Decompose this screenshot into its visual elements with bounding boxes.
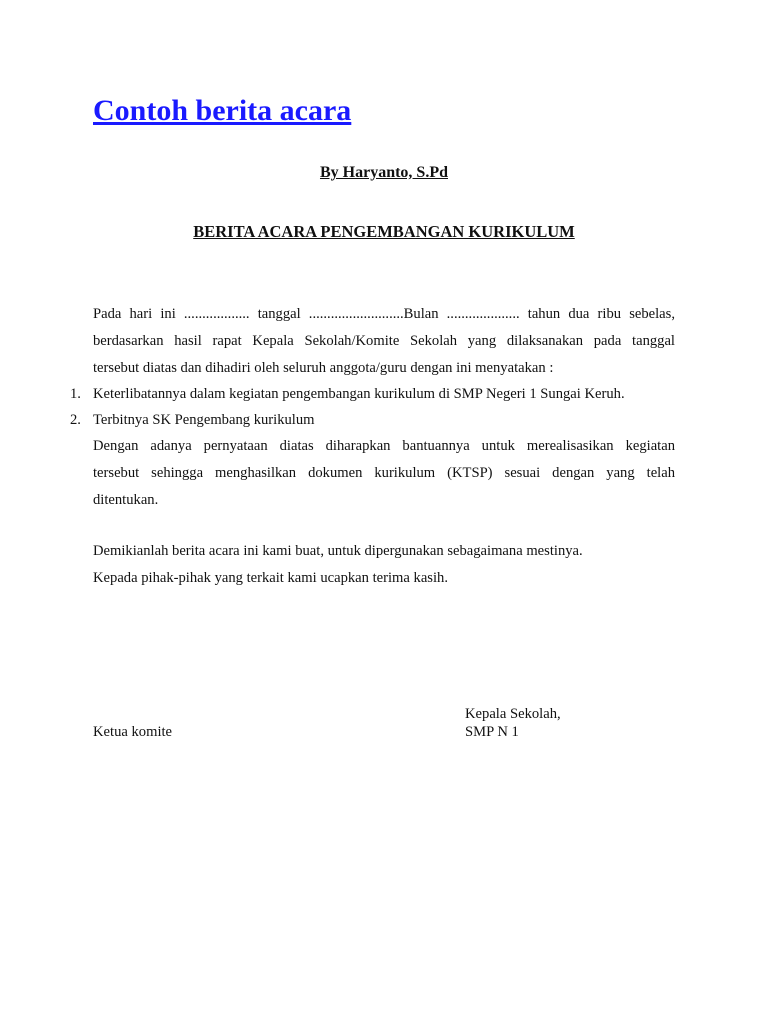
list-item: Keterlibatannya dalam kegiatan pengembangan kurikulum di SMP Negeri 1 Sungai Keruh. bbox=[93, 386, 625, 402]
signature-left-label: Ketua komite bbox=[93, 724, 173, 740]
document-heading: BERITA ACARA PENGEMBANGAN KURIKULUM bbox=[193, 222, 575, 241]
list-item: Terbitnya SK Pengembang kurikulum bbox=[93, 412, 315, 428]
signature-right-school: SMP N 1 bbox=[465, 724, 519, 740]
follow-line: Dengan adanya pernyataan diatas diharapkan bantuannya untuk merealisasikan kegiatan bbox=[93, 438, 675, 454]
closing-line: Demikianlah berita acara ini kami buat, untuk dipergunakan sebagaimana mestinya. bbox=[93, 543, 583, 559]
list-item-number: 1. bbox=[70, 386, 81, 402]
intro-line: berdasarkan hasil rapat Kepala Sekolah/Komite Sekolah yang dilaksanakan pada tanggal bbox=[93, 333, 675, 349]
intro-line: Pada hari ini .................. tanggal ..........................Bulan .................... tahun dua ribu sebelas, bbox=[93, 306, 675, 322]
list-item-number: 2. bbox=[70, 412, 81, 428]
signature-right-title: Kepala Sekolah, bbox=[465, 706, 561, 722]
follow-line: ditentukan. bbox=[93, 492, 159, 508]
intro-line: tersebut diatas dan dihadiri oleh seluruh anggota/guru dengan ini menyatakan : bbox=[93, 360, 554, 376]
document-title-link[interactable]: Contoh berita acara bbox=[93, 94, 352, 127]
closing-line: Kepada pihak-pihak yang terkait kami ucapkan terima kasih. bbox=[93, 570, 448, 586]
author-byline: By Haryanto, S.Pd bbox=[319, 164, 448, 181]
follow-line: tersebut sehingga menghasilkan dokumen kurikulum (KTSP) sesuai dengan yang telah bbox=[93, 465, 675, 481]
